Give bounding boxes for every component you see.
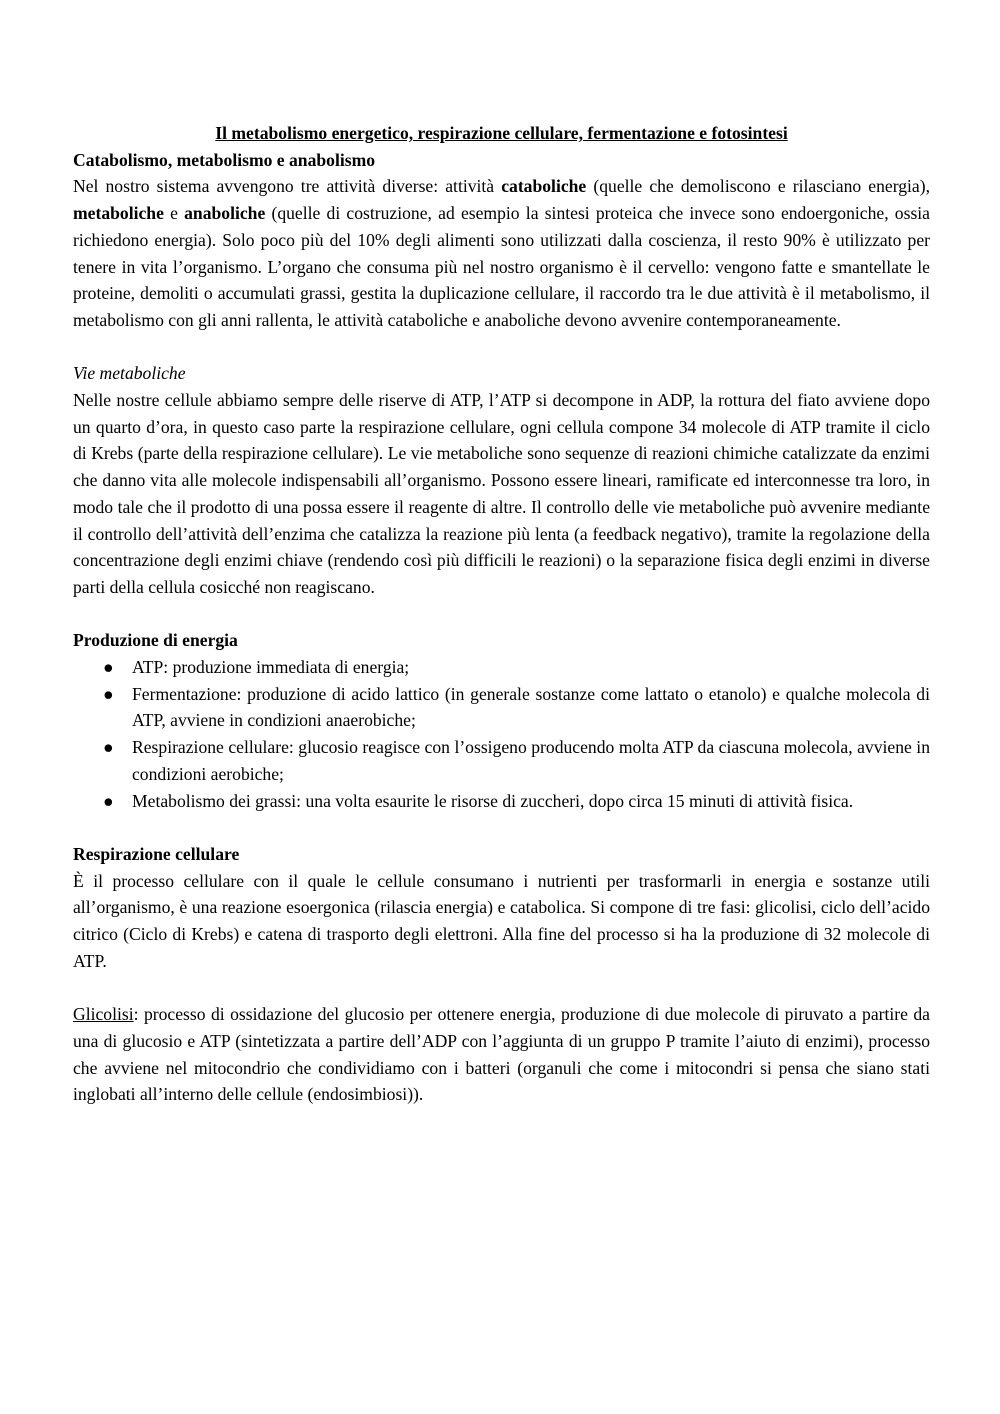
list-item-text: ATP: produzione immediata di energia; [132,657,410,678]
text-run: (quelle di costruzione, ad esempio la sintesi proteica che invece sono endoergoniche, ossia richiedono energia). Solo poco più del 10% degli alimenti sono utilizzati dalla coscienza, il resto 90% è utilizzato per tenere in vita l’organismo. L’organo che consuma più nel nostro organismo è il cervello: vengono fatte e smantellate le proteine, demoliti o accumulati grassi, gestita la duplicazione cellulare, il raccordo tra le due attività è il metabolismo, il metabolismo con gli anni rallenta, le attività cataboliche e anaboliche devono avvenire contemporaneamente. [73,203,930,330]
list-item [73,681,930,734]
bold-term: anaboliche [184,203,266,224]
spacer [73,601,930,628]
spacer [73,814,930,841]
document-page [73,120,930,1108]
bullet-icon: ● [103,683,114,704]
document-title: Il metabolismo energetico, respirazione cellulare, fermentazione e fotosintesi [215,123,788,143]
text-run: Nel nostro sistema avvengono tre attività diverse: attività [73,176,502,197]
bullet-icon: ● [103,737,114,758]
list-item [73,788,930,815]
list-item [73,734,930,787]
underlined-term: Glicolisi [73,1004,134,1025]
text-run: : processo di ossidazione del glucosio per ottenere energia, produzione di due molecole di piruvato a partire da una di glucosio e ATP (sintetizzata a partire dell’ADP con l’aggiunta di un gruppo P tramite l’aiuto di enzimi), processo che avviene nel mitocondrio che condividiamo con i batteri (organuli che come i mitocondri si pensa che siano stati inglobati all’interno delle cellule (endosimbiosi)). [73,1004,930,1105]
paragraph-catabolismo [73,173,930,333]
text-run: e [163,203,185,224]
section-heading-catabolismo: Catabolismo, metabolismo e anabolismo [73,149,376,170]
spacer [73,974,930,1001]
paragraph-respirazione: È il processo cellulare con il quale le cellule consumano i nutrienti per trasformarli in energia e sostanze utili all’organismo, è una reazione esoergonica (rilascia energia) e catabolica. Si compone di tre fasi: glicolisi, ciclo dell’acido citrico (Ciclo di Krebs) e catena di trasporto degli elettroni. Alla fine del processo si ha la produzione di 32 molecole di ATP. [73,870,930,971]
bullet-icon: ● [103,790,114,811]
bullet-icon: ● [103,657,114,678]
list-item-text: Metabolismo dei grassi: una volta esaurite le risorse di zuccheri, dopo circa 15 minuti di attività fisica. [132,790,854,811]
paragraph-vie-metaboliche: Nelle nostre cellule abbiamo sempre delle riserve di ATP, l’ATP si decompone in ADP, la rottura del fiato avviene dopo un quarto d’ora, in questo caso parte la respirazione cellulare, ogni cellula compone 34 molecole di ATP tramite il ciclo di Krebs (parte della respirazione cellulare). Le vie metaboliche sono sequenze di reazioni chimiche catalizzate da enzimi che danno vita alle molecole indispensabili all’organismo. Possono essere lineari, ramificate ed interconnesse tra loro, in modo tale che il prodotto di una possa essere il reagente di altre. Il controllo delle vie metaboliche può avvenire mediante il controllo dell’attività dell’enzima che catalizza la reazione più lenta (a feedback negativo), tramite la regolazione della concentrazione degli enzimi chiave (rendendo così più difficili le reazioni) o la separazione fisica degli enzimi in diverse parti della cellula cosicché non reagiscano. [73,390,930,597]
section-heading-vie-metaboliche: Vie metaboliche [73,363,186,384]
section-heading-respirazione: Respirazione cellulare [73,843,240,864]
bold-term: metaboliche [73,203,164,224]
text-run: (quelle che demoliscono e rilasciano energia), [586,176,930,197]
section-heading-produzione-energia: Produzione di energia [73,630,238,651]
spacer [73,334,930,361]
list-item-text: Respirazione cellulare: glucosio reagisce con l’ossigeno producendo molta ATP da ciascuna molecola, avviene in condizioni aerobiche; [132,737,930,784]
list-item-text: Fermentazione: produzione di acido lattico (in generale sostanze come lattato o etanolo) e qualche molecola di ATP, avviene in condizioni anaerobiche; [132,683,930,731]
list-item [73,654,930,681]
paragraph-glicolisi [73,1001,930,1108]
energy-production-list [73,654,930,814]
bold-term: cataboliche [501,176,587,197]
